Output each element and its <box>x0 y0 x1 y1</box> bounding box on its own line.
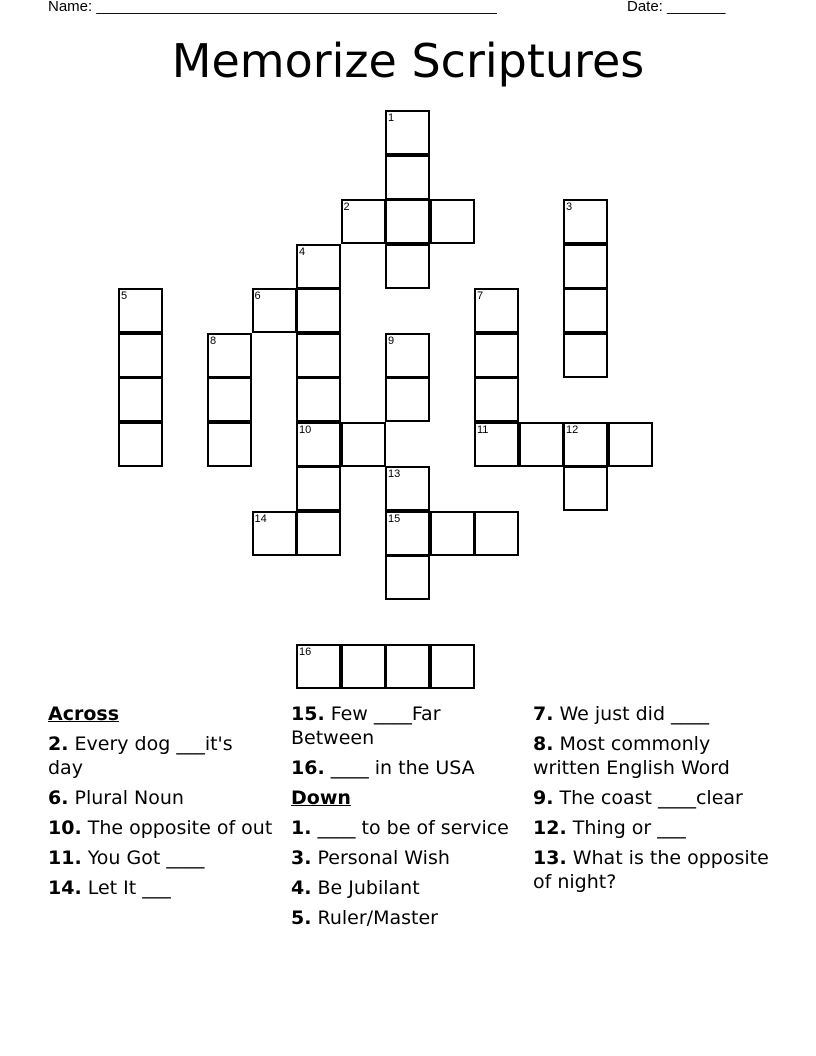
grid-cell[interactable] <box>296 333 341 378</box>
grid-cell[interactable] <box>474 377 519 422</box>
clue-text: Few ____Far Between <box>291 703 441 749</box>
grid-cell[interactable] <box>563 288 608 333</box>
grid-cell[interactable] <box>252 511 297 556</box>
grid-cell[interactable] <box>341 422 386 467</box>
clue-number: 4 <box>299 245 306 258</box>
clue-number: 10. <box>48 817 82 839</box>
clue-number: 2 <box>343 201 350 213</box>
clue-number: 8 <box>210 334 217 347</box>
grid-cell[interactable] <box>296 288 341 333</box>
clue-item <box>533 786 778 810</box>
grid-cell[interactable] <box>608 422 653 467</box>
clue-number: 3 <box>566 201 573 213</box>
grid-cell[interactable] <box>519 422 564 467</box>
grid-cell[interactable] <box>118 377 163 422</box>
clue-number: 5 <box>121 290 128 302</box>
clue-number: 5. <box>291 907 312 929</box>
clue-number: 1 <box>388 112 395 124</box>
grid-cell[interactable] <box>474 511 519 556</box>
grid-cell[interactable] <box>296 244 341 289</box>
clue-number: 4. <box>291 877 312 899</box>
clue-item <box>291 756 521 780</box>
grid-cell[interactable] <box>563 199 608 244</box>
clue-number: 9 <box>388 334 395 347</box>
grid-cell[interactable] <box>385 244 430 289</box>
clue-item <box>533 846 778 894</box>
grid-cell[interactable] <box>563 333 608 378</box>
grid-cell[interactable] <box>563 244 608 289</box>
clue-text: Thing or ___ <box>572 817 686 839</box>
grid-cell[interactable] <box>118 422 163 467</box>
clue-item <box>48 732 273 780</box>
grid-cell[interactable] <box>207 377 252 422</box>
clue-number: 15 <box>388 512 401 525</box>
grid-cell[interactable] <box>430 511 475 556</box>
clue-number: 8. <box>533 733 554 755</box>
clue-item <box>291 906 521 930</box>
clue-text: Every dog ___it's day <box>48 733 233 779</box>
clue-number: 1. <box>291 817 312 839</box>
clue-number: 11 <box>477 423 489 436</box>
grid-cell[interactable] <box>563 466 608 511</box>
clues-column-2 <box>291 702 521 936</box>
clue-text: What is the opposite of night? <box>533 847 769 893</box>
clue-item <box>48 816 273 840</box>
grid-cell[interactable] <box>118 288 163 333</box>
clue-text: You Got ____ <box>87 847 205 869</box>
grid-cell[interactable] <box>296 377 341 422</box>
grid-cell[interactable] <box>118 333 163 378</box>
name-label: Name: <box>48 0 93 15</box>
grid-cell[interactable] <box>430 644 475 689</box>
grid-cell[interactable] <box>385 511 430 556</box>
date-blank[interactable]: _______ <box>667 0 726 15</box>
grid-cell[interactable] <box>474 422 519 467</box>
clue-number: 6. <box>48 787 69 809</box>
clue-item <box>48 786 273 810</box>
grid-cell[interactable] <box>474 288 519 333</box>
date-label: Date: <box>627 0 663 15</box>
clue-item <box>533 816 778 840</box>
clue-number: 16 <box>299 646 312 658</box>
clue-number: 15. <box>291 703 325 725</box>
clue-item <box>533 702 778 726</box>
clue-text: Most commonly written English Word <box>533 733 730 779</box>
clue-item <box>533 732 778 780</box>
grid-cell[interactable] <box>207 422 252 467</box>
clues-column-1 <box>48 702 273 906</box>
grid-cell[interactable] <box>252 288 297 333</box>
page-title: Memorize Scriptures <box>171 34 645 88</box>
clue-text: Ruler/Master <box>317 907 438 929</box>
grid-cell[interactable] <box>385 644 430 689</box>
clue-number: 13 <box>388 468 401 480</box>
clue-text: The coast ____clear <box>559 787 743 809</box>
clue-item <box>291 702 521 750</box>
clue-number: 2. <box>48 733 69 755</box>
clue-number: 12 <box>566 423 579 436</box>
clue-text: Personal Wish <box>317 847 450 869</box>
grid-cell[interactable] <box>385 110 430 155</box>
grid-cell[interactable] <box>563 422 608 467</box>
clue-item <box>291 816 521 840</box>
clue-number: 9. <box>533 787 554 809</box>
grid-cell[interactable] <box>385 333 430 378</box>
clues-column-3 <box>533 702 778 900</box>
clue-number: 6 <box>254 290 261 302</box>
grid-cell[interactable] <box>296 511 341 556</box>
clue-number: 10 <box>299 423 312 436</box>
grid-cell[interactable] <box>341 199 386 244</box>
grid-cell[interactable] <box>296 422 341 467</box>
clue-number: 16. <box>291 757 325 779</box>
clue-number: 7 <box>477 290 484 302</box>
grid-cell[interactable] <box>341 644 386 689</box>
clue-number: 12. <box>533 817 567 839</box>
clue-text: Be Jubilant <box>317 877 420 899</box>
clue-text: Plural Noun <box>74 787 184 809</box>
grid-cell[interactable] <box>296 466 341 511</box>
clue-item <box>48 846 273 870</box>
clue-item <box>291 846 521 870</box>
grid-cell[interactable] <box>385 199 430 244</box>
clue-text: We just did ____ <box>559 703 710 725</box>
grid-cell[interactable] <box>207 333 252 378</box>
clue-number: 14. <box>48 877 82 899</box>
grid-cell[interactable] <box>474 333 519 378</box>
grid-cell[interactable] <box>385 377 430 422</box>
clue-number: 11. <box>48 847 82 869</box>
clue-text: ____ to be of service <box>317 817 509 839</box>
grid-cell[interactable] <box>296 644 341 689</box>
clue-number: 14 <box>254 512 267 525</box>
clue-item <box>291 876 521 900</box>
grid-cell[interactable] <box>385 555 430 600</box>
grid-cell[interactable] <box>430 199 475 244</box>
clue-text: ____ in the USA <box>330 757 475 779</box>
grid-cell[interactable] <box>385 155 430 200</box>
clue-text: Let It ___ <box>87 877 171 899</box>
down-heading: Down <box>291 787 351 809</box>
clue-number: 3. <box>291 847 312 869</box>
across-heading: Across <box>48 703 120 725</box>
clue-text: The opposite of out <box>87 817 273 839</box>
clue-item <box>48 876 273 900</box>
name-blank[interactable]: ________________________________________________ <box>96 0 497 15</box>
clue-number: 7. <box>533 703 554 725</box>
grid-cell[interactable] <box>385 466 430 511</box>
clue-number: 13. <box>533 847 567 869</box>
